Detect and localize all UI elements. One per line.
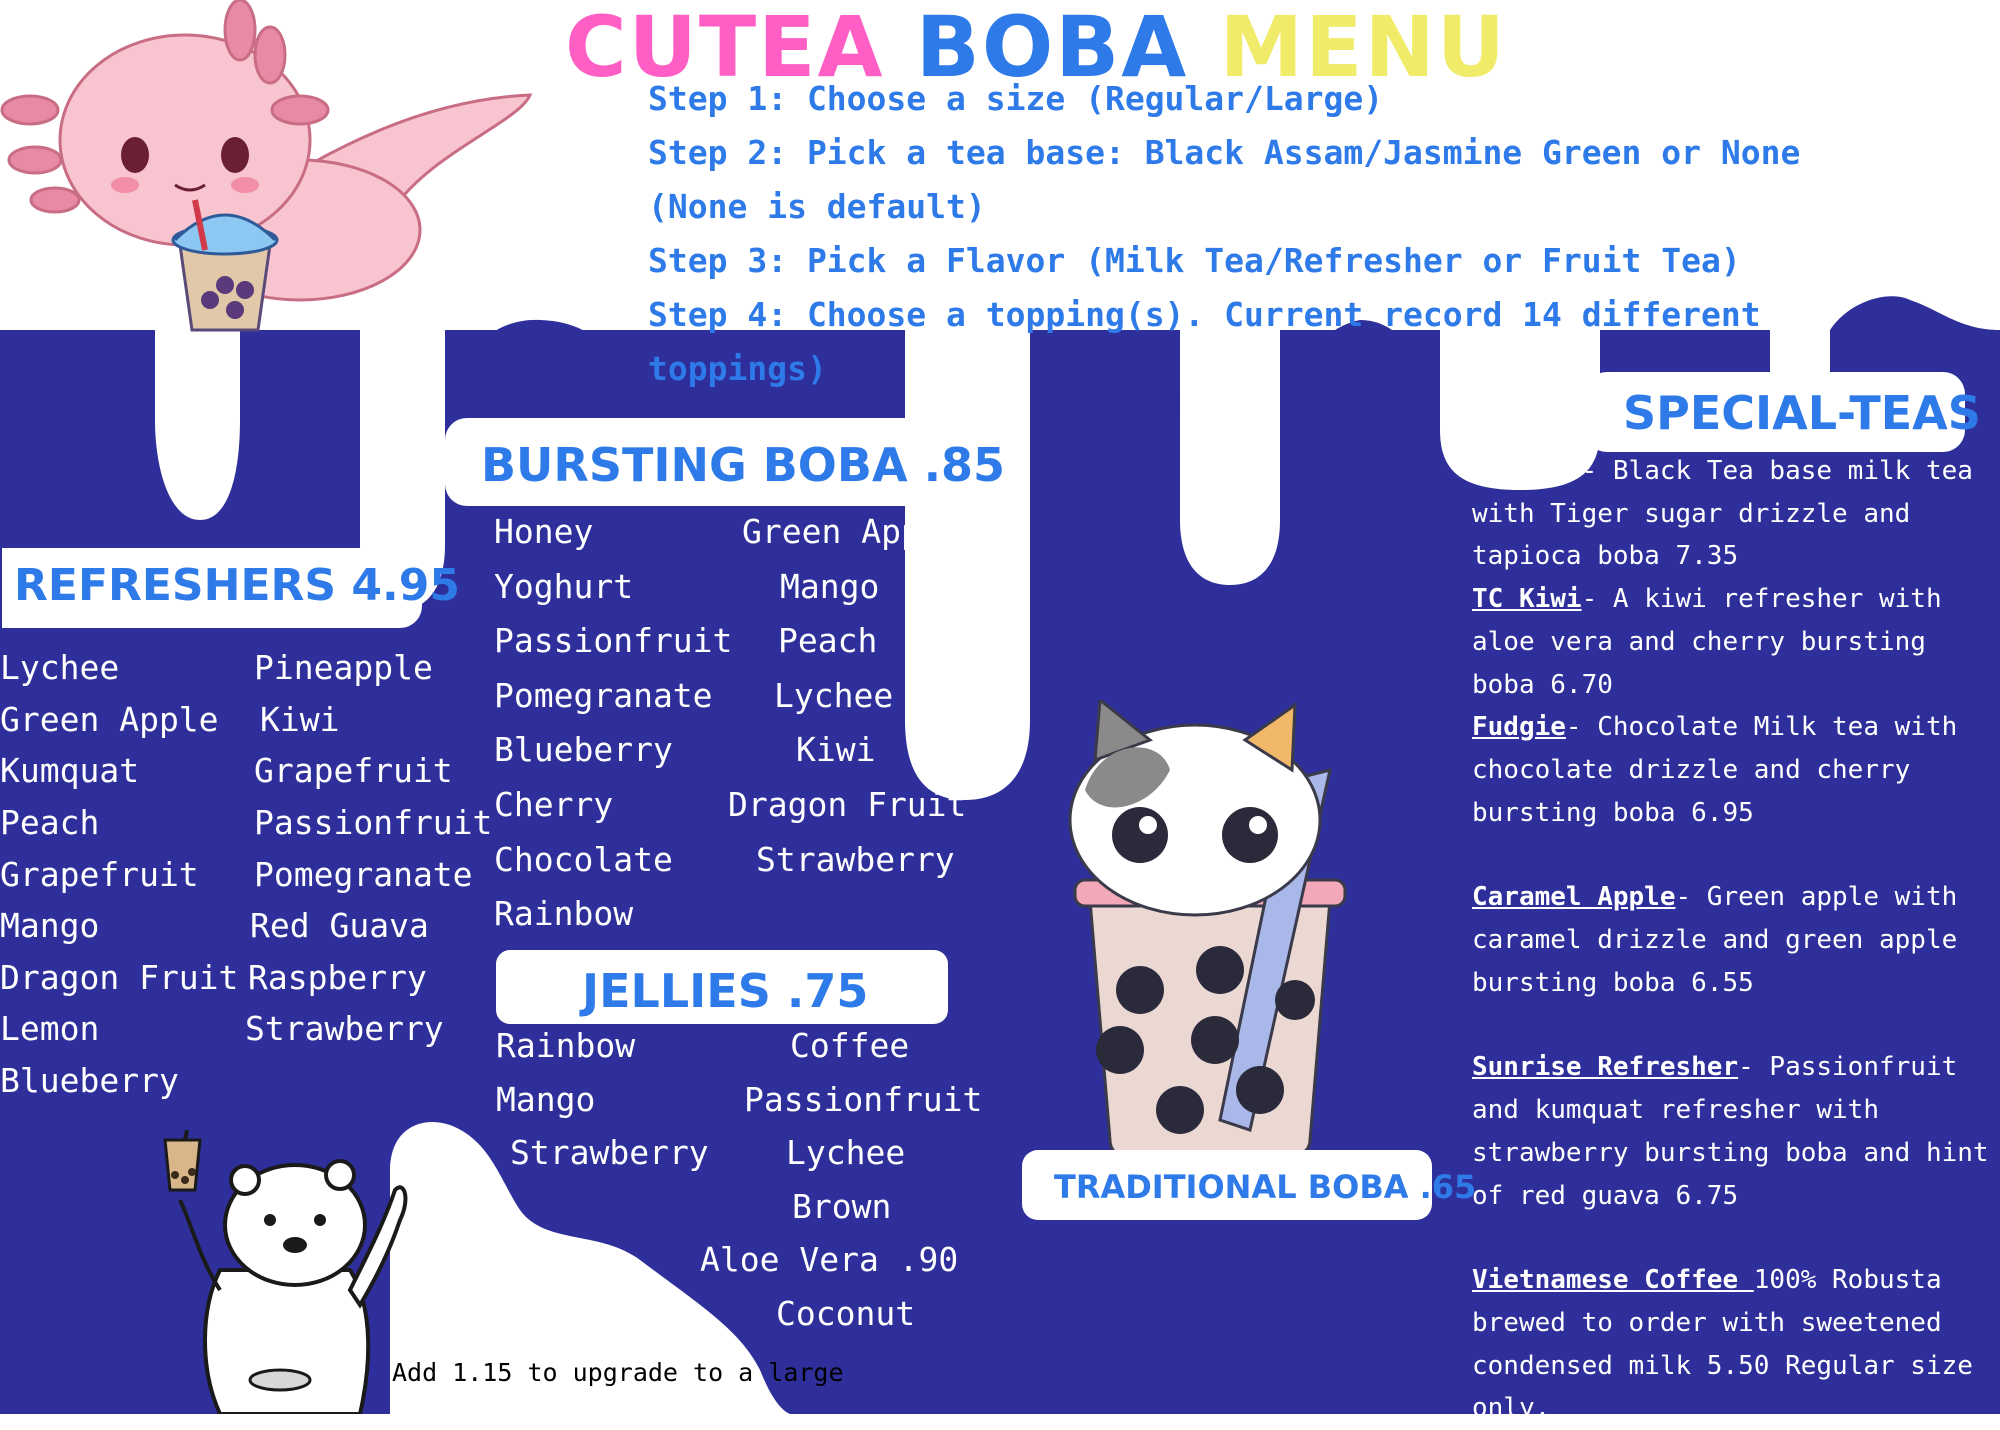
list-item: Lemon xyxy=(0,1009,100,1048)
list-item: Yoghurt xyxy=(494,567,634,606)
step-3: Step 3: Pick a Flavor (Milk Tea/Refresher or Fruit Tea) xyxy=(648,241,1741,280)
list-item: Rainbow xyxy=(494,894,634,933)
special-item-name: Fudgie xyxy=(1472,712,1566,743)
title-part-cutea: CUTEA xyxy=(565,0,885,96)
list-item: Strawberry xyxy=(245,1009,444,1048)
special-item-fudgie xyxy=(1472,706,2000,834)
special-item-name: Vietnamese Coffee xyxy=(1472,1265,1754,1296)
list-item: Red Guava xyxy=(250,906,429,945)
special-item-desc: - Passionfruit and kumquat refresher with strawberry bursting boba and hint of red guava 6.75 xyxy=(1472,1052,1989,1211)
step-4: Step 4: Choose a topping(s). Current record 14 different toppings) xyxy=(648,295,1761,388)
list-item: Mango xyxy=(0,906,100,945)
list-item: Coconut xyxy=(776,1294,916,1333)
list-item: Coffee xyxy=(790,1026,910,1065)
special-item-name: Dogman xyxy=(1472,456,1566,486)
special-item-name: Caramel Apple xyxy=(1472,882,1676,913)
title-part-menu: MENU xyxy=(1219,0,1507,96)
list-item: Grapefruit xyxy=(0,855,199,894)
list-item: Lychee xyxy=(774,676,894,715)
list-item: Mango xyxy=(780,567,880,606)
special-item-tc-kiwi xyxy=(1472,578,2000,706)
list-item: Pomegranate xyxy=(254,855,473,894)
special-item-sunrise-refresher xyxy=(1472,1046,2000,1217)
ordering-steps xyxy=(648,72,1898,396)
bursting-heading-pill xyxy=(445,418,1006,506)
step-2: Step 2: Pick a tea base: Black Assam/Jasmine Green or None (None is default) xyxy=(648,133,1801,226)
list-item: Dragon Fruit xyxy=(0,958,239,997)
list-item: Peach xyxy=(778,621,878,660)
list-item: Lychee xyxy=(786,1133,906,1172)
list-item: Pomegranate xyxy=(494,676,713,715)
special-item-vietnamese-coffee xyxy=(1472,1259,2000,1430)
list-item: Green Apple xyxy=(0,700,219,739)
list-item: Blueberry xyxy=(0,1061,179,1100)
list-item: Peach xyxy=(0,803,100,842)
special-item-name: Sunrise Refresher xyxy=(1472,1052,1739,1083)
special-item-desc: - Chocolate Milk tea with chocolate drizzle and cherry bursting boba 6.95 xyxy=(1472,712,1958,828)
list-item: Mango xyxy=(496,1080,596,1119)
list-item: Blueberry xyxy=(494,730,673,769)
bursting-heading: BURSTING BOBA .85 xyxy=(481,438,1006,492)
refreshers-heading: REFRESHERS 4.95 xyxy=(14,560,460,611)
special-item-desc: - Green apple with caramel drizzle and green apple bursting boba 6.55 xyxy=(1472,882,1958,998)
upgrade-note: Add 1.15 to upgrade to a large xyxy=(392,1358,844,1387)
list-item: Rainbow xyxy=(496,1026,636,1065)
list-item: Kiwi xyxy=(260,700,340,739)
list-item: Green Apple xyxy=(742,512,961,551)
special-item-desc: - A kiwi refresher with aloe vera and cherry bursting boba 6.70 xyxy=(1472,584,1942,700)
special-item-desc: - Black Tea base milk tea with Tiger sugar drizzle and tapioca boba 7.35 xyxy=(1472,456,1973,572)
special-teas-list xyxy=(1472,450,2000,1430)
list-item: Grapefruit xyxy=(254,751,453,790)
axolotl-illustration xyxy=(0,0,540,345)
list-item: Passionfruit xyxy=(744,1080,983,1119)
special-item-name: TC Kiwi xyxy=(1472,584,1582,615)
title-part-boba: BOBA xyxy=(915,0,1189,96)
polar-bear-illustration xyxy=(160,1130,410,1414)
list-item: Strawberry xyxy=(756,840,955,879)
list-item: Aloe Vera .90 xyxy=(700,1240,959,1279)
traditional-boba-pill xyxy=(1022,1150,1477,1220)
refreshers-heading-pill xyxy=(2,548,460,628)
list-item: Lychee xyxy=(0,648,120,687)
special-item-dogman xyxy=(1472,450,2000,578)
jellies-heading-pill xyxy=(496,950,948,1024)
list-item: Strawberry xyxy=(510,1133,709,1172)
list-item: Kiwi xyxy=(796,730,876,769)
list-item: Passionfruit xyxy=(494,621,733,660)
list-item: Honey xyxy=(494,512,594,551)
special-heading: SPECIAL-TEAS xyxy=(1623,386,1981,440)
step-1: Step 1: Choose a size (Regular/Large) xyxy=(648,79,1384,118)
list-item: Passionfruit xyxy=(254,803,493,842)
special-heading-pill xyxy=(1585,372,1981,452)
list-item: Kumquat xyxy=(0,751,140,790)
list-item: Pineapple xyxy=(254,648,433,687)
list-item: Dragon Fruit xyxy=(728,785,967,824)
special-item-desc: 100% Robusta brewed to order with sweetened condensed milk 5.50 Regular size only. xyxy=(1472,1265,1973,1424)
list-item: Raspberry xyxy=(248,958,427,997)
list-item: Brown xyxy=(792,1187,892,1226)
list-item: Chocolate xyxy=(494,840,673,879)
list-item: Cherry xyxy=(494,785,614,824)
jellies-heading: JELLIES .75 xyxy=(582,964,869,1018)
special-item-caramel-apple xyxy=(1472,876,2000,1004)
cat-boba-illustration xyxy=(1030,700,1410,1160)
traditional-boba-label: TRADITIONAL BOBA .65 xyxy=(1054,1168,1477,1206)
